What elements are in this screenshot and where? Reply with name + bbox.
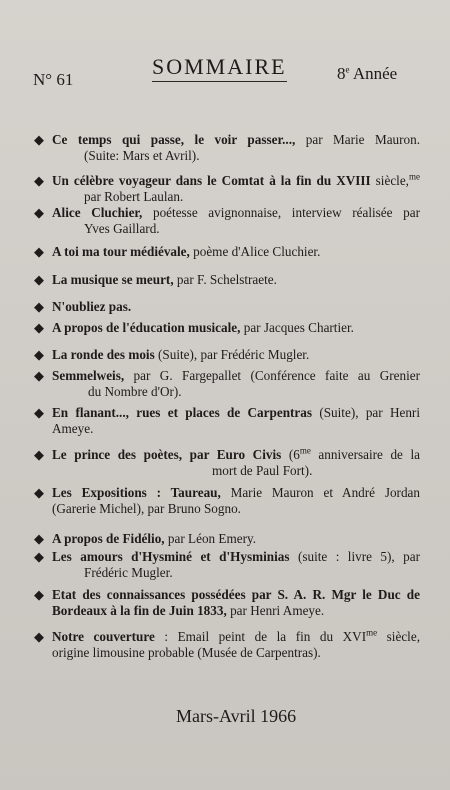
entry-title: A propos de l'éducation musicale,: [52, 320, 241, 335]
diamond-bullet-icon: ◆: [34, 173, 44, 188]
toc-entry-text: [52, 347, 420, 363]
ordinal-suffix: me: [299, 445, 311, 456]
toc-entry-text: [52, 132, 420, 164]
entry-detail: par Marie Mauron.: [295, 132, 421, 147]
diamond-bullet-icon: ◆: [34, 447, 44, 462]
entry-detail: origine limousine probable (Musée de Carpentras).: [52, 645, 321, 660]
issue-number: N° 61: [33, 70, 74, 89]
entry-detail: par G. Fargepallet (Conférence faite au Grenier: [124, 368, 420, 383]
diamond-bullet-icon: ◆: [34, 299, 44, 314]
toc-entry: [34, 629, 420, 661]
toc-entry: [34, 132, 420, 164]
entry-title: Etat des connaissances possédées par S. A. R. Mgr le Duc de: [52, 587, 420, 602]
toc-entry: [34, 244, 420, 260]
entry-title: Semmelweis,: [52, 368, 125, 383]
entry-detail: anniversaire de la: [310, 447, 420, 462]
year-number: 8: [337, 64, 346, 83]
entry-title: Le prince des poètes, par Euro Civis: [52, 447, 282, 462]
diamond-bullet-icon: ◆: [34, 347, 44, 362]
toc-entry-text: [52, 320, 420, 336]
entry-title: La musique se meurt,: [52, 272, 174, 287]
year-ordinal: e: [345, 64, 350, 75]
toc-entry-text: [52, 485, 420, 517]
entry-title: A toi ma tour médiévale,: [52, 244, 190, 259]
entry-detail: (suite : livre 5), par: [289, 549, 420, 564]
entry-title: En flanant..., rues et places de Carpentras: [52, 405, 312, 420]
entry-detail: poétesse avignonnaise, interview réalisée par: [142, 205, 420, 220]
entry-title: A propos de Fidélio,: [52, 531, 165, 546]
toc-entry-text: [52, 244, 420, 260]
diamond-bullet-icon: ◆: [34, 531, 44, 546]
ordinal-suffix: me: [366, 627, 378, 638]
diamond-bullet-icon: ◆: [34, 368, 44, 383]
toc-entry-text: [52, 549, 420, 581]
toc-entry-text: [52, 299, 420, 315]
entry-detail: poème d'Alice Cluchier.: [189, 244, 321, 259]
toc-entry: [34, 347, 420, 363]
ordinal-suffix: me: [408, 171, 420, 182]
toc-entry-text: [52, 272, 420, 288]
entry-detail: (Suite: Mars et Avril).: [84, 148, 200, 163]
diamond-bullet-icon: ◆: [34, 629, 44, 644]
year-label: [337, 64, 397, 84]
toc-entry: [34, 447, 420, 479]
page-title: SOMMAIRE: [152, 54, 287, 82]
entry-title: Bordeaux à la fin de Juin 1833,: [52, 603, 227, 618]
toc-entry-text: [52, 629, 420, 661]
entry-detail: Frédéric Mugler.: [84, 565, 173, 580]
diamond-bullet-icon: ◆: [34, 132, 44, 147]
entry-detail: Marie Mauron et André Jordan: [220, 485, 420, 500]
entry-detail: par Henri Ameye.: [226, 603, 325, 618]
entry-title: Les Expositions : Taureau,: [52, 485, 221, 500]
diamond-bullet-icon: ◆: [34, 320, 44, 335]
entry-detail: par Robert Laulan.: [84, 189, 184, 204]
entry-detail: Yves Gaillard.: [84, 221, 160, 236]
toc-entry-text: [52, 405, 420, 437]
entry-title: N'oubliez pas.: [52, 299, 132, 314]
toc-entry-text: [52, 205, 420, 237]
toc-entry: [34, 272, 420, 288]
toc-entry: [34, 531, 420, 547]
year-word: Année: [352, 64, 398, 83]
diamond-bullet-icon: ◆: [34, 549, 44, 564]
toc-entry: [34, 368, 420, 400]
toc-entry-text: [52, 587, 420, 619]
entry-detail: siècle,: [370, 173, 409, 188]
entry-detail: par Jacques Chartier.: [240, 320, 354, 335]
entry-title: Un célèbre voyageur dans le Comtat à la fin du XVIII: [52, 173, 371, 188]
toc-entry: [34, 587, 420, 619]
diamond-bullet-icon: ◆: [34, 205, 44, 220]
entry-detail: mort de Paul Fort).: [212, 463, 313, 478]
toc-entry-text: [52, 173, 420, 205]
toc-entry: [34, 205, 420, 237]
entry-title: La ronde des mois: [52, 347, 155, 362]
entry-title: Alice Cluchier,: [52, 205, 143, 220]
diamond-bullet-icon: ◆: [34, 272, 44, 287]
entry-detail: (Suite), par Frédéric Mugler.: [154, 347, 310, 362]
entry-detail: du Nombre d'Or).: [88, 384, 182, 399]
entry-detail: Ameye.: [52, 421, 94, 436]
entry-detail: (Garerie Michel), par Bruno Sogno.: [52, 501, 241, 516]
toc-entry-text: [52, 368, 420, 400]
toc-entry: [34, 405, 420, 437]
diamond-bullet-icon: ◆: [34, 405, 44, 420]
entry-detail: (6: [281, 447, 300, 462]
entry-title: Les amours d'Hysminé et d'Hysminias: [52, 549, 290, 564]
toc-entry-text: [52, 531, 420, 547]
diamond-bullet-icon: ◆: [34, 485, 44, 500]
entry-title: Ce temps qui passe, le voir passer...,: [52, 132, 296, 147]
entry-detail: : Email peint de la fin du XVI: [154, 629, 367, 644]
toc-entry: [34, 549, 420, 581]
entry-detail: par F. Schelstraete.: [173, 272, 277, 287]
entry-title: Notre couverture: [52, 629, 155, 644]
toc-entry: [34, 299, 420, 315]
toc-entry: [34, 173, 420, 205]
entry-detail: par Léon Emery.: [164, 531, 257, 546]
toc-entry: [34, 485, 420, 517]
diamond-bullet-icon: ◆: [34, 244, 44, 259]
diamond-bullet-icon: ◆: [34, 587, 44, 602]
entry-detail: siècle,: [377, 629, 420, 644]
publication-date: Mars-Avril 1966: [176, 706, 297, 726]
entry-detail: (Suite), par Henri: [312, 405, 420, 420]
toc-entry: [34, 320, 420, 336]
toc-entry-text: [52, 447, 420, 479]
